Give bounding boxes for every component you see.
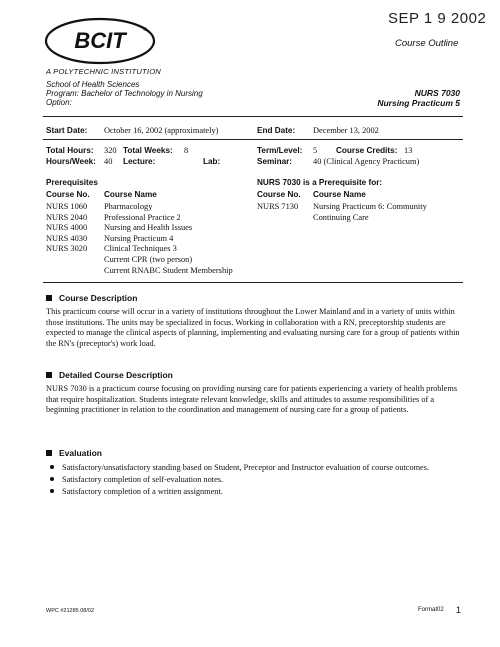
hours-week-label: Hours/Week:	[46, 157, 96, 166]
footer-form-code: Format02	[418, 607, 444, 613]
evaluation-item-text: Satisfactory completion of a written assignment.	[62, 487, 223, 496]
total-weeks-value: 8	[184, 146, 189, 155]
course-credits-label: Course Credits:	[336, 146, 398, 155]
evaluation-item	[50, 487, 223, 496]
bcit-logo-text: BCIT	[74, 28, 126, 53]
section-bullet-icon	[46, 450, 52, 456]
prereq-for-name-line: Nursing Practicum 6: Community	[313, 202, 427, 211]
prereq-course-name: Current RNABC Student Membership	[104, 265, 233, 275]
prereq-course-no: NURS 4030	[46, 233, 88, 243]
lecture-label: Lecture:	[123, 157, 156, 166]
end-date-value: December 13, 2002	[313, 126, 379, 135]
evaluation-item-text: Satisfactory/unsatisfactory standing based on Student, Preceptor and Instructor evaluation of course outcomes.	[62, 463, 430, 472]
detailed-description-title-text: Detailed Course Description	[59, 370, 173, 380]
header-divider	[43, 116, 463, 117]
prereq-divider	[43, 282, 463, 283]
term-level-label: Term/Level:	[257, 146, 303, 155]
seminar-value: 40 (Clinical Agency Practicum)	[313, 157, 420, 166]
document-type: Course Outline	[395, 38, 459, 49]
start-date-label: Start Date:	[46, 126, 88, 135]
prereq-col-course-no: Course No.	[46, 190, 90, 199]
evaluation-item-text: Satisfactory completion of self-evaluation notes.	[62, 475, 224, 484]
prereq-row	[46, 234, 233, 245]
prereq-row	[46, 266, 233, 277]
evaluation-item	[50, 463, 429, 472]
section-bullet-icon	[46, 295, 52, 301]
prereq-row	[46, 213, 233, 224]
svg-text:®: ®	[143, 27, 147, 33]
prereq-row	[46, 202, 233, 213]
prerequisite-list	[46, 202, 233, 276]
prerequisites-heading: Prerequisites	[46, 178, 98, 187]
seminar-label: Seminar:	[257, 157, 293, 166]
tagline: A POLYTECHNIC INSTITUTION	[46, 67, 161, 76]
program-name: Program: Bachelor of Technology in Nursing	[46, 89, 203, 98]
option-label: Option:	[46, 98, 72, 107]
prereq-for-course-name	[313, 202, 427, 223]
hours-week-value: 40	[104, 157, 113, 166]
prereq-for-name-line: Continuing Care	[313, 212, 369, 222]
section-bullet-icon	[46, 372, 52, 378]
course-title: Nursing Practicum 5	[377, 98, 460, 108]
prereq-course-no: NURS 4000	[46, 223, 88, 233]
total-hours-label: Total Hours:	[46, 146, 94, 155]
page-number: 1	[456, 605, 462, 615]
detailed-description-text: NURS 7030 is a practicum course focusing on providing nursing care for patients experiencing a variety of health problems that require hospitalization. Students integrate relevant knowledge, skills and attitudes to assume responsibilities of a beginning practitioner in relation to the coordination and management of nursing care for a group of patients.	[46, 384, 458, 415]
prereq-course-name: Pharmacology	[104, 202, 153, 211]
prereq-col-course-name: Course Name	[104, 190, 157, 199]
bullet-icon	[50, 465, 54, 469]
start-date-value: October 16, 2002 (approximately)	[104, 126, 219, 135]
total-weeks-label: Total Weeks:	[123, 146, 173, 155]
prereq-course-no: NURS 2040	[46, 212, 88, 222]
bullet-icon	[50, 477, 54, 481]
received-date-stamp: SEP 1 9 2002	[388, 10, 487, 27]
evaluation-item	[50, 475, 223, 484]
course-description-title	[46, 293, 137, 303]
prereq-course-name: Current CPR (two person)	[104, 254, 193, 264]
evaluation-title	[46, 448, 102, 458]
end-date-label: End Date:	[257, 126, 296, 135]
details-divider	[43, 139, 463, 140]
bullet-icon	[50, 489, 54, 493]
bcit-logo	[44, 15, 156, 67]
school-name: School of Health Sciences	[46, 80, 140, 89]
prereq-course-name: Professional Practice 2	[104, 212, 181, 222]
detailed-description-title	[46, 370, 173, 380]
prereq-row	[46, 244, 233, 255]
course-description-text: This practicum course will occur in a variety of institutions throughout the Lower Mainland and in a variety of units within those institutions. The units may be specialized in focus. Working in collaboration with a RN, preceptorship students are expected to manage the clinical aspects of planning, implementing and evaluating nursing care for a group of patients within the RN's (preceptor's) work load.	[46, 307, 460, 348]
evaluation-title-text: Evaluation	[59, 448, 102, 458]
prereq-for-col-course-no: Course No.	[257, 190, 301, 199]
prereq-for-course-no: NURS 7130	[257, 202, 299, 211]
prereq-course-no: NURS 1060	[46, 202, 88, 211]
prereq-for-col-course-name: Course Name	[313, 190, 366, 199]
prereq-course-no: NURS 3020	[46, 244, 88, 254]
prereq-for-heading: NURS 7030 is a Prerequisite for:	[257, 178, 383, 187]
prereq-course-name: Clinical Techniques 3	[104, 244, 177, 254]
lab-label: Lab:	[203, 157, 221, 166]
prereq-course-name: Nursing and Health Issues	[104, 223, 193, 233]
course-code: NURS 7030	[414, 88, 460, 98]
total-hours-value: 320	[104, 146, 117, 155]
term-level-value: 5	[313, 146, 318, 155]
course-description-title-text: Course Description	[59, 293, 138, 303]
course-credits-value: 13	[404, 146, 413, 155]
prereq-course-name: Nursing Practicum 4	[104, 233, 174, 243]
prereq-row	[46, 223, 233, 234]
footer-document-id: WPC #21285 08/02	[46, 608, 95, 614]
prereq-row	[46, 255, 233, 266]
